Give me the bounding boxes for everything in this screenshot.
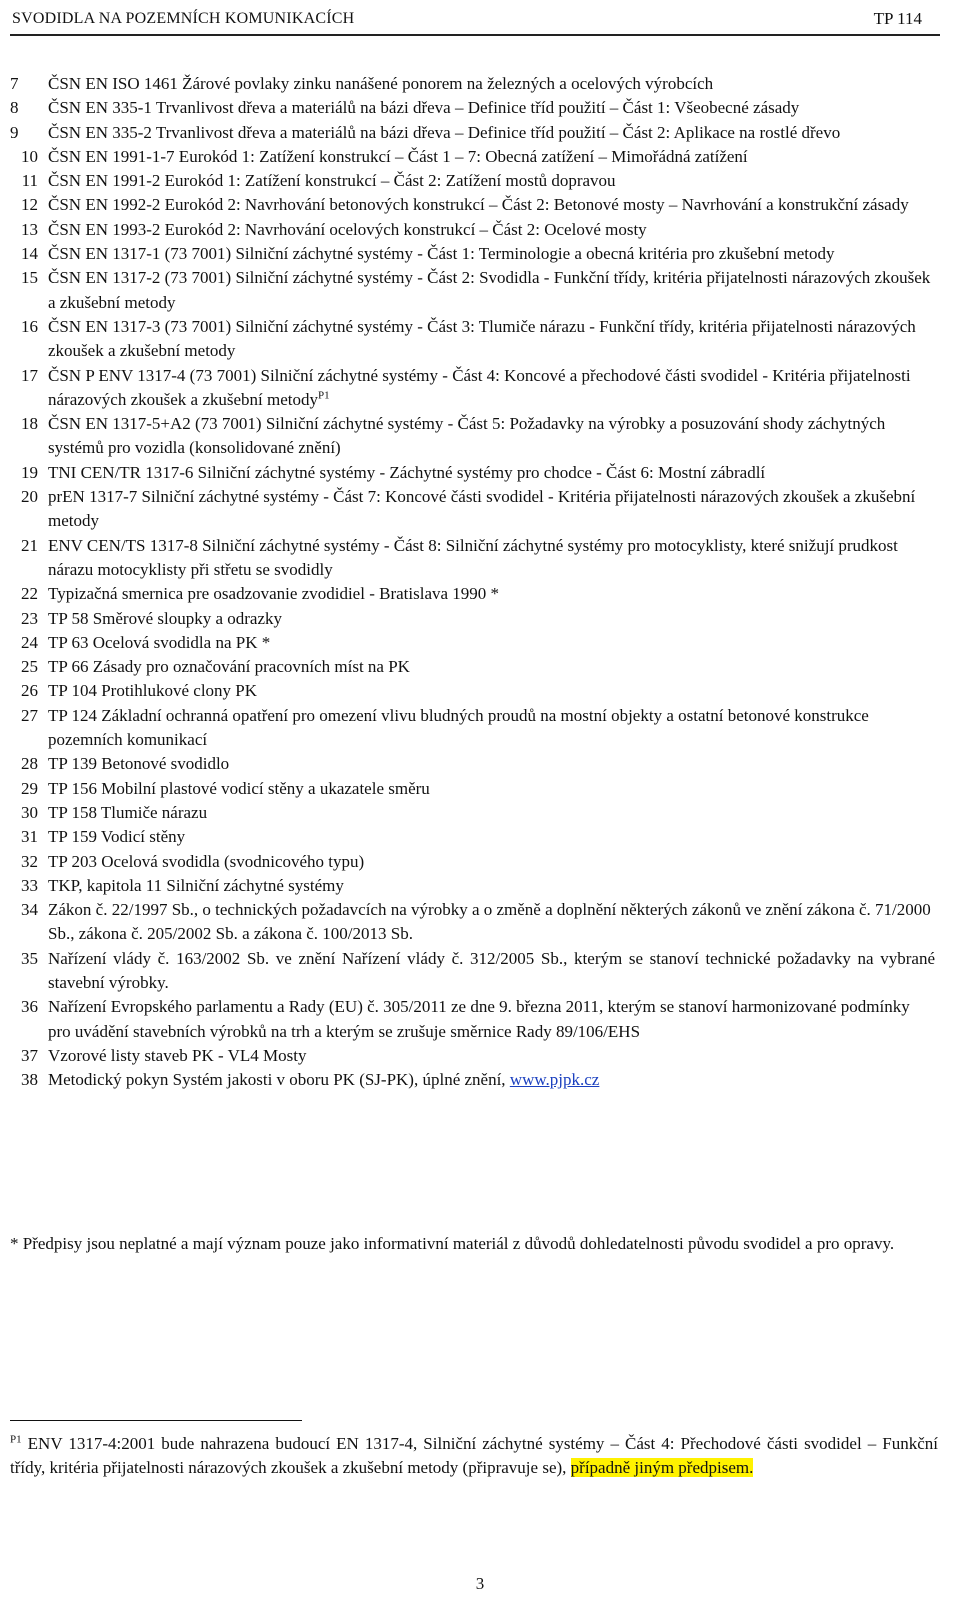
reference-number: 37 xyxy=(21,1045,38,1065)
reference-number: 11 xyxy=(21,171,38,191)
reference-number: 16 xyxy=(21,316,38,336)
reference-text xyxy=(38,777,935,801)
reference-title: ČSN EN 1317-2 (73 7001) Silniční záchytné systémy - Část 2: Svodidla - Funkční třídy, kritéria přijatelnosti nárazových zkoušek a zkušební metody xyxy=(48,268,931,312)
highlighted-text: případně jiným předpisem. xyxy=(570,1458,754,1478)
reference-title: TP 139 Betonové svodidlo xyxy=(48,754,230,774)
footnote xyxy=(10,1432,938,1481)
reference-title: ČSN EN 1993-2 Eurokód 2: Navrhování ocelových konstrukcí – Část 2: Ocelové mosty xyxy=(48,219,647,239)
reference-text xyxy=(38,315,935,364)
reference-item xyxy=(10,947,935,996)
reference-title: ENV CEN/TS 1317-8 Silniční záchytné systémy - Část 8: Silniční záchytné systémy pro motocyklisty, které snižují prudkost nárazu motocyklisty při střetu se svodidly xyxy=(48,535,898,579)
reference-number: 15 xyxy=(21,268,38,288)
reference-title: ČSN EN 1317-3 (73 7001) Silniční záchytné systémy - Část 3: Tlumiče nárazu - Funkční třídy, kritéria přijatelnosti nárazových zkoušek a zkušební metody xyxy=(48,316,916,361)
reference-text xyxy=(38,607,935,631)
reference-title: ČSN EN 1991-2 Eurokód 1: Zatížení konstrukcí – Část 2: Zatížení mostů dopravou xyxy=(48,171,616,191)
reference-item xyxy=(10,364,935,413)
reference-list xyxy=(10,72,935,1092)
reference-item xyxy=(10,145,935,169)
reference-number: 24 xyxy=(21,632,38,652)
reference-number: 31 xyxy=(21,827,38,847)
reference-text xyxy=(38,898,935,947)
reference-title: ČSN EN 335-1 Trvanlivost dřeva a materiálů na bázi dřeva – Definice tříd použití – Část 1: Všeobecné zásady xyxy=(48,98,800,118)
reference-item xyxy=(10,1068,935,1092)
reference-title: TP 203 Ocelová svodidla (svodnicového typu) xyxy=(48,851,365,871)
reference-text xyxy=(38,218,935,242)
reference-number: 14 xyxy=(21,244,38,264)
footnote-marker: P1 xyxy=(10,1433,22,1446)
reference-item xyxy=(10,752,935,776)
reference-title: prEN 1317-7 Silniční záchytné systémy - Část 7: Koncové části svodidel - Kritéria přijatelnosti nárazových zkoušek a zkušební metody xyxy=(48,487,916,531)
header-divider xyxy=(10,34,940,36)
reference-item xyxy=(10,679,935,703)
reference-text xyxy=(38,96,935,120)
reference-title: TP 66 Zásady pro označování pracovních míst na PK xyxy=(48,657,410,677)
reference-text xyxy=(38,801,935,825)
reference-number: 38 xyxy=(21,1070,38,1090)
footnote-reference: P1 xyxy=(318,389,330,402)
footnote-divider xyxy=(10,1420,302,1421)
reference-number: 32 xyxy=(21,851,38,871)
reference-text xyxy=(38,704,935,753)
reference-text xyxy=(38,1068,935,1092)
reference-item xyxy=(10,121,935,145)
reference-title: Metodický pokyn Systém jakosti v oboru PK (SJ-PK), úplné znění, xyxy=(48,1070,510,1090)
reference-number: 13 xyxy=(21,219,38,239)
reference-item xyxy=(10,777,935,801)
reference-item xyxy=(10,72,935,96)
reference-item xyxy=(10,485,935,534)
reference-text xyxy=(38,679,935,703)
reference-number: 20 xyxy=(21,487,38,507)
reference-title: ČSN EN 1992-2 Eurokód 2: Navrhování betonových konstrukcí – Část 2: Betonové mosty – Navrhování a konstrukční zásady xyxy=(48,195,909,215)
reference-number: 9 xyxy=(10,122,19,142)
reference-number: 28 xyxy=(21,754,38,774)
page-header xyxy=(12,4,922,34)
reference-number: 26 xyxy=(21,681,38,701)
reference-text xyxy=(38,1044,935,1068)
reference-text xyxy=(38,850,935,874)
page-number: 3 xyxy=(475,1574,485,1593)
reference-item xyxy=(10,825,935,849)
reference-text xyxy=(38,412,935,461)
reference-item xyxy=(10,169,935,193)
reference-item xyxy=(10,266,935,315)
reference-item xyxy=(10,655,935,679)
reference-text xyxy=(38,534,935,583)
reference-item xyxy=(10,631,935,655)
reference-number: 17 xyxy=(21,365,38,385)
reference-title: ČSN EN 335-2 Trvanlivost dřeva a materiálů na bázi dřeva – Definice tříd použití – Část 2: Aplikace na rostlé dřevo xyxy=(48,122,841,142)
reference-title: TP 63 Ocelová svodidla na PK * xyxy=(48,632,271,652)
reference-item xyxy=(10,582,935,606)
website-link[interactable]: www.pjpk.cz xyxy=(509,1070,600,1090)
reference-number: 8 xyxy=(10,98,19,118)
reference-item xyxy=(10,218,935,242)
reference-text xyxy=(38,947,935,996)
reference-number: 25 xyxy=(21,657,38,677)
reference-number: 27 xyxy=(21,705,38,725)
reference-title: Zákon č. 22/1997 Sb., o technických požadavcích na výrobky a o změně a doplnění některých zákonů ve znění zákona č. 71/2000 Sb., zákona č. 205/2002 Sb. a zákona č. 100/2013 Sb. xyxy=(48,900,931,944)
reference-title: TP 104 Protihlukové clony PK xyxy=(48,681,258,701)
reference-item xyxy=(10,412,935,461)
document-code: TP 114 xyxy=(873,9,922,28)
reference-item xyxy=(10,315,935,364)
reference-item xyxy=(10,1044,935,1068)
reference-item xyxy=(10,995,935,1044)
reference-item xyxy=(10,874,935,898)
reference-text xyxy=(38,145,935,169)
reference-number: 19 xyxy=(21,462,38,482)
reference-item xyxy=(10,461,935,485)
reference-title: Vzorové listy staveb PK - VL4 Mosty xyxy=(48,1045,307,1065)
reference-text xyxy=(38,825,935,849)
reference-title: ČSN EN 1317-5+A2 (73 7001) Silniční záchytné systémy - Část 5: Požadavky na výrobky a posuzování shody záchytných systémů pro vozidla (konsolidované znění) xyxy=(48,414,886,458)
reference-number: 34 xyxy=(21,900,38,920)
reference-number: 21 xyxy=(21,535,38,555)
reference-text xyxy=(38,242,935,266)
reference-number: 23 xyxy=(21,608,38,628)
reference-title: ČSN P ENV 1317-4 (73 7001) Silniční záchytné systémy - Část 4: Koncové a přechodové části svodidel - Kritéria přijatelnosti nárazových zkoušek a zkušební metody xyxy=(48,365,911,409)
reference-number: 36 xyxy=(21,997,38,1017)
reference-item xyxy=(10,704,935,753)
document-title: SVODIDLA NA POZEMNÍCH KOMUNIKACÍCH xyxy=(12,10,355,27)
reference-item xyxy=(10,193,935,217)
reference-number: 33 xyxy=(21,875,38,895)
reference-item xyxy=(10,534,935,583)
reference-text xyxy=(38,169,935,193)
reference-title: TKP, kapitola 11 Silniční záchytné systémy xyxy=(48,875,344,895)
footnote-text: ENV 1317-4:2001 bude nahrazena budoucí EN 1317-4, Silniční záchytné systémy – Část 4: Přechodové části svodidel – Funkční třídy, kritéria přijatelnosti nárazových zkoušek a zkušební metody (připravuje se), xyxy=(10,1434,938,1478)
reference-title: ČSN EN 1317-1 (73 7001) Silniční záchytné systémy - Část 1: Terminologie a obecná kritéria pro zkušební metody xyxy=(48,244,835,264)
reference-item xyxy=(10,607,935,631)
reference-text xyxy=(38,582,935,606)
reference-number: 10 xyxy=(21,146,38,166)
reference-text xyxy=(38,655,935,679)
reference-title: ČSN EN ISO 1461 Žárové povlaky zinku nanášené ponorem na železných a ocelových výrobcích xyxy=(48,74,714,93)
reference-title: TP 158 Tlumiče nárazu xyxy=(48,802,208,822)
reference-number: 29 xyxy=(21,778,38,798)
reference-title: TP 156 Mobilní plastové vodicí stěny a ukazatele směru xyxy=(48,778,430,798)
reference-text xyxy=(38,752,935,776)
reference-text xyxy=(38,874,935,898)
reference-text xyxy=(38,364,935,413)
reference-title: TP 159 Vodicí stěny xyxy=(48,827,186,847)
reference-text xyxy=(38,72,935,96)
reference-text xyxy=(38,461,935,485)
reference-text xyxy=(38,193,935,217)
reference-number: 35 xyxy=(21,948,38,968)
reference-title: TP 124 Základní ochranná opatření pro omezení vlivu bludných proudů na mostní objekty a ostatní betonové konstrukce pozemních komunikací xyxy=(48,705,869,750)
reference-text xyxy=(38,995,935,1044)
reference-number: 7 xyxy=(10,74,19,93)
reference-item xyxy=(10,242,935,266)
reference-title: TNI CEN/TR 1317-6 Silniční záchytné systémy - Záchytné systémy pro chodce - Část 6: Mostní zábradlí xyxy=(48,462,766,482)
reference-title: TP 58 Směrové sloupky a odrazky xyxy=(48,608,283,628)
reference-item xyxy=(10,898,935,947)
reference-number: 22 xyxy=(21,584,38,604)
reference-title: ČSN EN 1991-1-7 Eurokód 1: Zatížení konstrukcí – Část 1 – 7: Obecná zatížení – Mimořádná zatížení xyxy=(48,146,748,166)
reference-title: Nařízení vlády č. 163/2002 Sb. ve znění Nařízení vlády č. 312/2005 Sb., kterým se stanoví technické požadavky na vybrané stavební výrobky. xyxy=(48,948,935,992)
obsolete-note: * Předpisy jsou neplatné a mají význam pouze jako informativní materiál z důvodů dohledatelnosti původu svodidel a pro opravy. xyxy=(10,1234,895,1253)
reference-item xyxy=(10,801,935,825)
reference-title: Nařízení Evropského parlamentu a Rady (EU) č. 305/2011 ze dne 9. března 2011, kterým se stanoví harmonizované podmínky pro uvádění stavebních výrobků na trh a kterým se zrušuje směrnice Rady 89/106/EHS xyxy=(48,997,910,1041)
reference-item xyxy=(10,96,935,120)
reference-text xyxy=(38,121,935,145)
reference-text xyxy=(38,485,935,534)
reference-number: 18 xyxy=(21,414,38,434)
reference-title: Typizačná smernica pre osadzovanie zvodidiel - Bratislava 1990 * xyxy=(48,584,500,604)
reference-number: 30 xyxy=(21,802,38,822)
reference-number: 12 xyxy=(21,195,38,215)
reference-text xyxy=(38,266,935,315)
reference-text xyxy=(38,631,935,655)
reference-item xyxy=(10,850,935,874)
